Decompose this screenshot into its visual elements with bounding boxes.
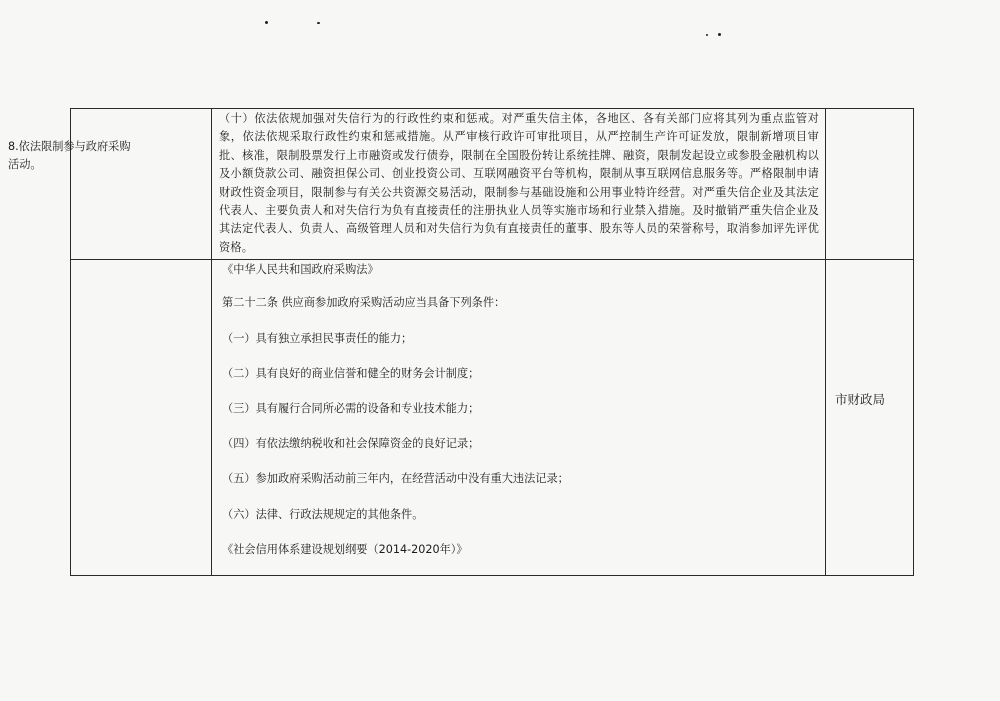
category-cell: [71, 260, 212, 576]
condition-item: （二）具有良好的商业信誉和健全的财务会计制度；: [222, 367, 480, 380]
department-cell: [826, 109, 914, 260]
condition-item: （四）有依法缴纳税收和社会保障资金的良好记录；: [222, 437, 480, 450]
scan-speck: [265, 21, 268, 24]
basis-cell: [212, 109, 826, 260]
department-name: 市财政局: [835, 392, 886, 407]
condition-item: （一）具有独立承担民事责任的能力；: [222, 332, 413, 345]
department-cell: [826, 260, 914, 576]
measure-category: 8.依法限制参与政府采购活动。: [8, 140, 131, 171]
law-title: 《中华人民共和国政府采购法》: [222, 263, 379, 276]
condition-item: （六）法律、行政法规规定的其他条件。: [222, 508, 424, 521]
condition-item: （三）具有履行合同所必需的设备和专业技术能力；: [222, 402, 480, 415]
condition-item: （五）参加政府采购活动前三年内，在经营活动中没有重大违法记录；: [222, 472, 569, 485]
plan-title: 《社会信用体系建设规划纲要（2014-2020年）》: [222, 543, 468, 556]
policy-table: [70, 108, 914, 576]
scan-speck: [718, 33, 721, 36]
article-heading: 第二十二条 供应商参加政府采购活动应当具备下列条件：: [222, 296, 506, 309]
measure-paragraph: （十）依法依规加强对失信行为的行政性约束和惩戒。对严重失信主体，各地区、各有关部门应将其列为重点监管对象，依法依规采取行政性约束和惩戒措施。从严审核行政许可审批项目，从严控制生产许可证发放，限制新增项目审批、核准，限制股票发行上市融资或发行债券，限制在全国股份转让系统挂牌、融资，限制发起设立或参股金融机构以及小额贷款公司、融资担保公司、创业投资公司、互联网融资平台等机构，限制从事互联网信息服务等。严格限制申请财政性资金项目，限制参与有关公共资源交易活动，限制参与基础设施和公用事业特许经营。对严重失信企业及其法定代表人、主要负责人和对失信行为负有直接责任的注册执业人员等实施市场和行业禁入措施。及时撤销严重失信企业及其法定代表人、负责人、高级管理人员和对失信行为负有直接责任的董事、股东等人员的荣誉称号，取消参加评先评优资格。: [219, 112, 819, 254]
scan-speck: [317, 22, 320, 24]
category-cell: [71, 109, 212, 260]
scan-speck: [706, 34, 708, 36]
table-row: [71, 109, 914, 260]
